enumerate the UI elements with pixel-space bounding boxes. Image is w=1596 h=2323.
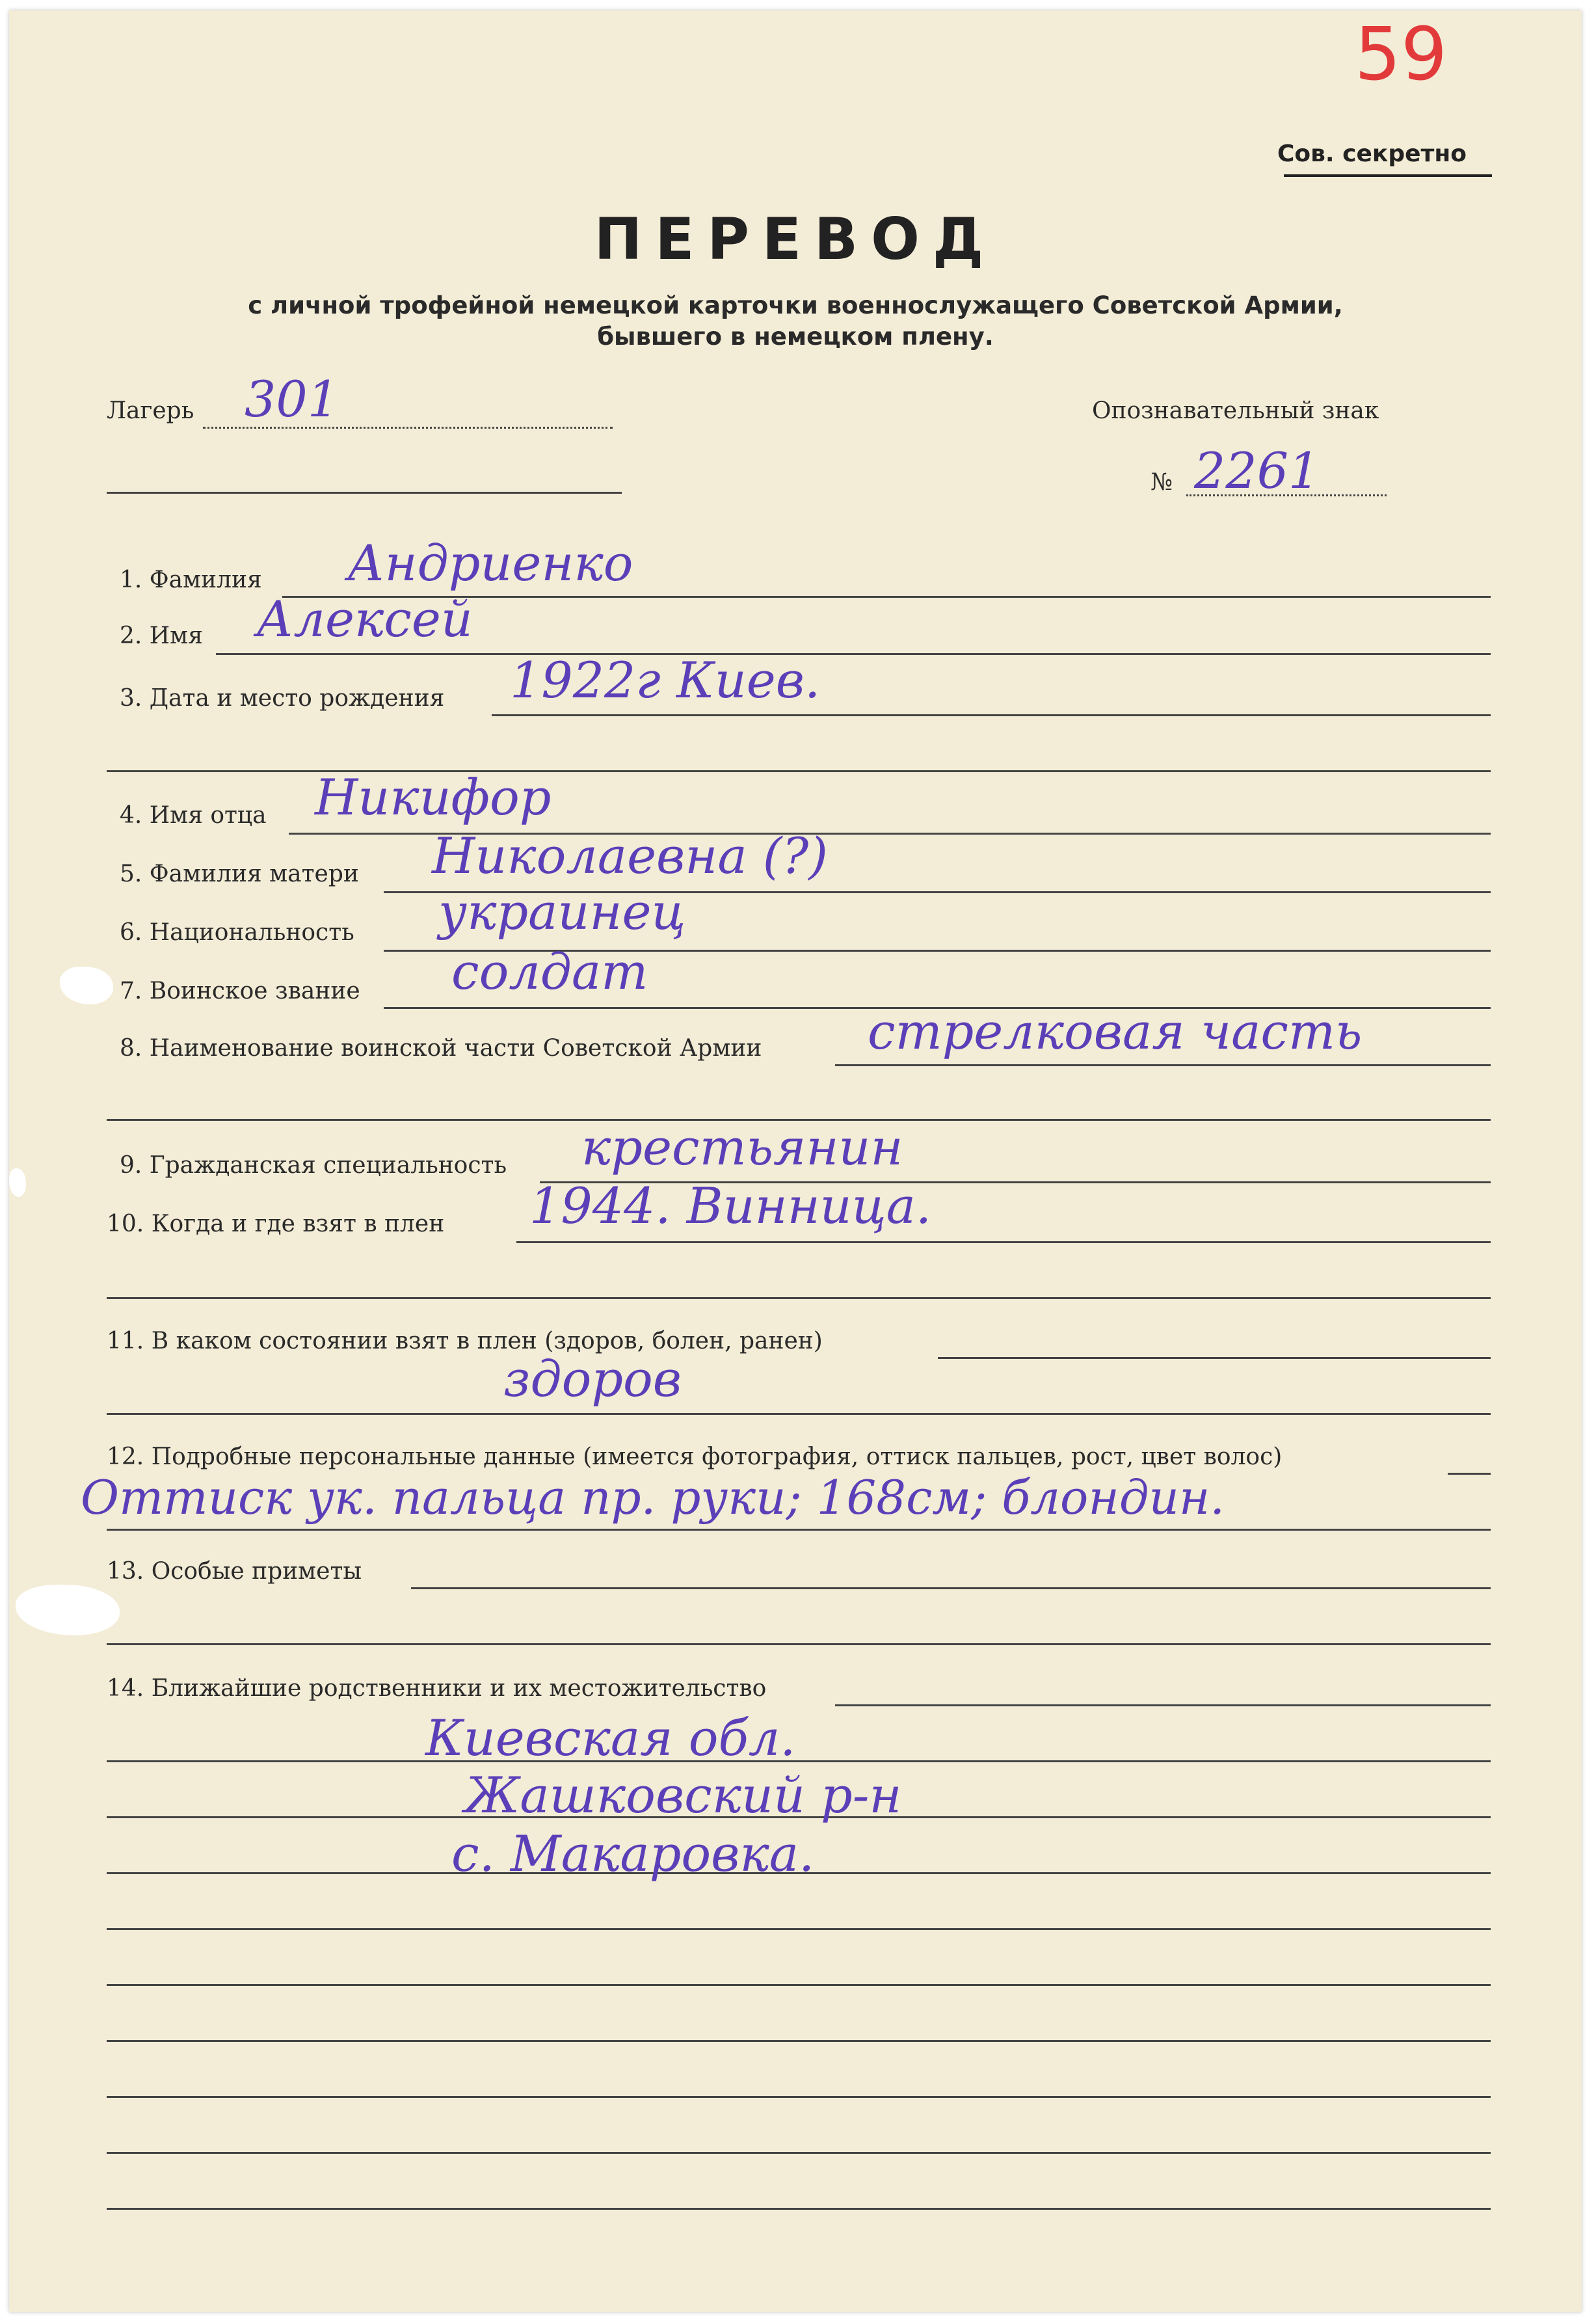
classification-underline [1284, 174, 1492, 177]
field-father-value: Никифор [315, 768, 552, 826]
relatives-line-9 [107, 2208, 1491, 2210]
field-mother-value: Николаевна (?) [432, 827, 828, 885]
field-name-line [216, 653, 1491, 655]
classification-label: Сов. секретно [1277, 141, 1467, 167]
document-page [9, 10, 1582, 2312]
field-relatives-line [835, 1704, 1491, 1706]
field-nationality-label: 6. Национальность [120, 919, 354, 946]
camp-value: 301 [245, 370, 339, 428]
field-unit-line [835, 1064, 1491, 1066]
field-captured-line [516, 1241, 1491, 1243]
field-condition-value: здоров [503, 1350, 682, 1408]
field-birth-label: 3. Дата и место рождения [120, 685, 445, 712]
field-personal-value: Оттиск ук. пальца пр. руки; 168см; блондин. [81, 1470, 1225, 1525]
document-title: ПЕРЕВОД [594, 206, 997, 273]
relatives-line-6 [107, 2040, 1491, 2042]
field-father-label: 4. Имя отца [120, 802, 267, 829]
id-mark-value: 2261 [1194, 442, 1320, 500]
field-condition-label: 11. В каком состоянии взят в плен (здоров, болен, ранен) [107, 1328, 823, 1354]
edge-tear [9, 1168, 26, 1197]
field-birth-line [492, 714, 1491, 716]
document-subtitle-line2: бывшего в немецком плену. [597, 323, 994, 351]
field-nationality-value: украинец [438, 883, 686, 941]
field-captured-value: 1944. Винница. [529, 1177, 932, 1235]
field-condition-extra-line [107, 1413, 1491, 1415]
field-captured-extra-line [107, 1297, 1491, 1299]
punch-hole-bottom [16, 1585, 120, 1635]
id-mark-number-sign: № [1150, 469, 1173, 496]
field-relatives-label: 14. Ближайшие родственники и их местожительство [107, 1675, 767, 1702]
field-marks-line [411, 1587, 1491, 1589]
field-surname-value: Андриенко [347, 534, 633, 592]
field-name-value: Алексей [256, 590, 473, 648]
field-unit-label: 8. Наименование воинской части Советской Армии [120, 1035, 762, 1062]
punch-hole-top [60, 967, 113, 1004]
relatives-line-5 [107, 1984, 1491, 1986]
field-surname-label: 1. Фамилия [120, 567, 262, 593]
field-unit-value: стрелковая часть [868, 1002, 1363, 1060]
field-profession-value: крестьянин [581, 1118, 903, 1176]
field-personal-line [1448, 1473, 1491, 1475]
field-captured-label: 10. Когда и где взят в плен [107, 1211, 445, 1237]
camp-label: Лагерь [107, 397, 194, 424]
field-condition-line [938, 1357, 1491, 1359]
id-mark-label: Опознавательный знак [1092, 397, 1379, 424]
camp-extra-line [107, 492, 622, 494]
field-marks-extra-line [107, 1643, 1491, 1645]
archive-page-number: 59 [1354, 12, 1448, 97]
field-mother-label: 5. Фамилия матери [120, 861, 359, 887]
relatives-value-3: с. Макаровка. [451, 1825, 815, 1883]
field-rank-label: 7. Воинское звание [120, 978, 360, 1004]
relatives-line-8 [107, 2152, 1491, 2154]
field-marks-label: 13. Особые приметы [107, 1558, 362, 1585]
field-rank-value: солдат [451, 943, 648, 1000]
field-name-label: 2. Имя [120, 623, 203, 649]
relatives-line-1 [107, 1760, 1491, 1762]
relatives-value-2: Жашковский р-н [464, 1766, 902, 1824]
field-profession-label: 9. Гражданская специальность [120, 1152, 507, 1179]
document-subtitle-line1: с личной трофейной немецкой карточки военнослужащего Советской Армии, [248, 291, 1343, 319]
relatives-value-1: Киевская обл. [425, 1709, 796, 1767]
field-personal-extra-line [107, 1529, 1491, 1531]
relatives-line-7 [107, 2096, 1491, 2098]
field-personal-label: 12. Подробные персональные данные (имеется фотография, оттиск пальцев, рост, цвет волос) [107, 1443, 1283, 1470]
relatives-line-4 [107, 1928, 1491, 1930]
field-birth-value: 1922г Киев. [510, 651, 821, 709]
